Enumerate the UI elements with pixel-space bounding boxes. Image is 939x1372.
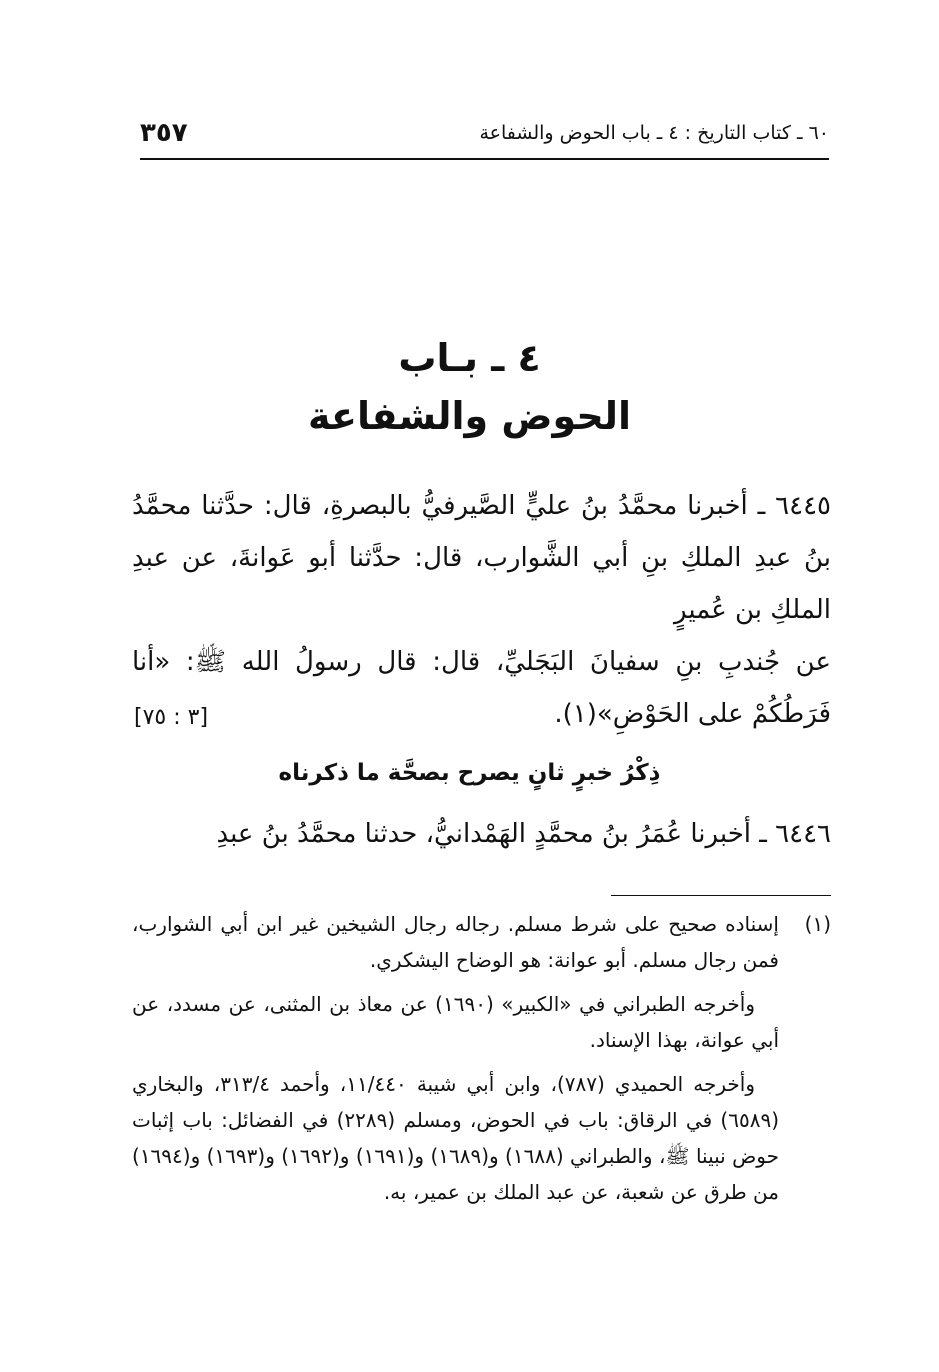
chapter-title: الحوض والشفاعة: [307, 394, 632, 438]
hadith-6445-text: عن جُندبِ بنِ سفيانَ البَجَليِّ، قال: قال رسولُ الله ﷺ: «أنا فَرَطُكُمْ على الحَوْضِ»(١).: [132, 647, 831, 729]
running-title: ٦٠ ـ كتاب التاريخ : ٤ ـ باب الحوض والشفاعة: [479, 122, 829, 144]
hadith-6445-isnad: ٦٤٤٥ ـ أخبرنا محمَّدُ بنُ عليٍّ الصَّيرفيُّ بالبصرةِ، قال: حدَّثنا محمَّدُ بنُ عبدِ الملكِ بنِ أبي الشَّوارب، قال: حدَّثنا أبو عَوانةَ، عن عبدِ الملكِ بن عُميرٍ: [132, 491, 831, 625]
reference-tag: [٣ : ٧٥]: [134, 705, 209, 730]
footnotes: [132, 906, 831, 1218]
footnote-separator: [611, 895, 831, 896]
footnote-para-3: وأخرجه الحميدي (٧٨٧)، وابن أبي شيبة ١١/٤٤٠، وأحمد ٣١٣/٤، والبخاري (٦٥٨٩) في الرقاق: باب في الحوض، ومسلم (٢٢٨٩) في الفضائل: باب إثبات حوض نبينا ﷺ، والطبراني (١٦٨٨) و(١٦٨٩) و(١٦٩١) و(١٦٩٢) و(١٦٩٣) و(١٦٩٤) من طرق عن شعبة، عن عبد الملك بن عمير، به.: [132, 1072, 780, 1204]
footnote-para-1: إسناده صحيح على شرط مسلم. رجاله رجال الشيخين غير ابن أبي الشوارب، فمن رجال مسلم. أبو عوانة: هو الوضاح اليشكري.: [132, 912, 779, 972]
chapter-number: ٤ ـ بـاب: [398, 336, 541, 380]
footnote-para-2: وأخرجه الطبراني في «الكبير» (١٦٩٠) عن معاذ بن المثنى، عن مسدد، عن أبي عوانة، بهذا الإسناد.: [132, 992, 779, 1052]
footnote-1: [132, 906, 831, 1210]
footnote-marker: (١): [804, 912, 831, 936]
running-header: [140, 118, 829, 160]
page-number: ٣٥٧: [140, 118, 188, 148]
hadith-6446-isnad: ٦٤٤٦ ـ أخبرنا عُمَرُ بنُ محمَّدٍ الهَمْدانيُّ، حدثنا محمَّدُ بنُ عبدِ: [216, 819, 831, 849]
section-subheading: ذِكْرُ خبرٍ ثانٍ يصرح بصحَّة ما ذكرناه: [278, 760, 661, 786]
